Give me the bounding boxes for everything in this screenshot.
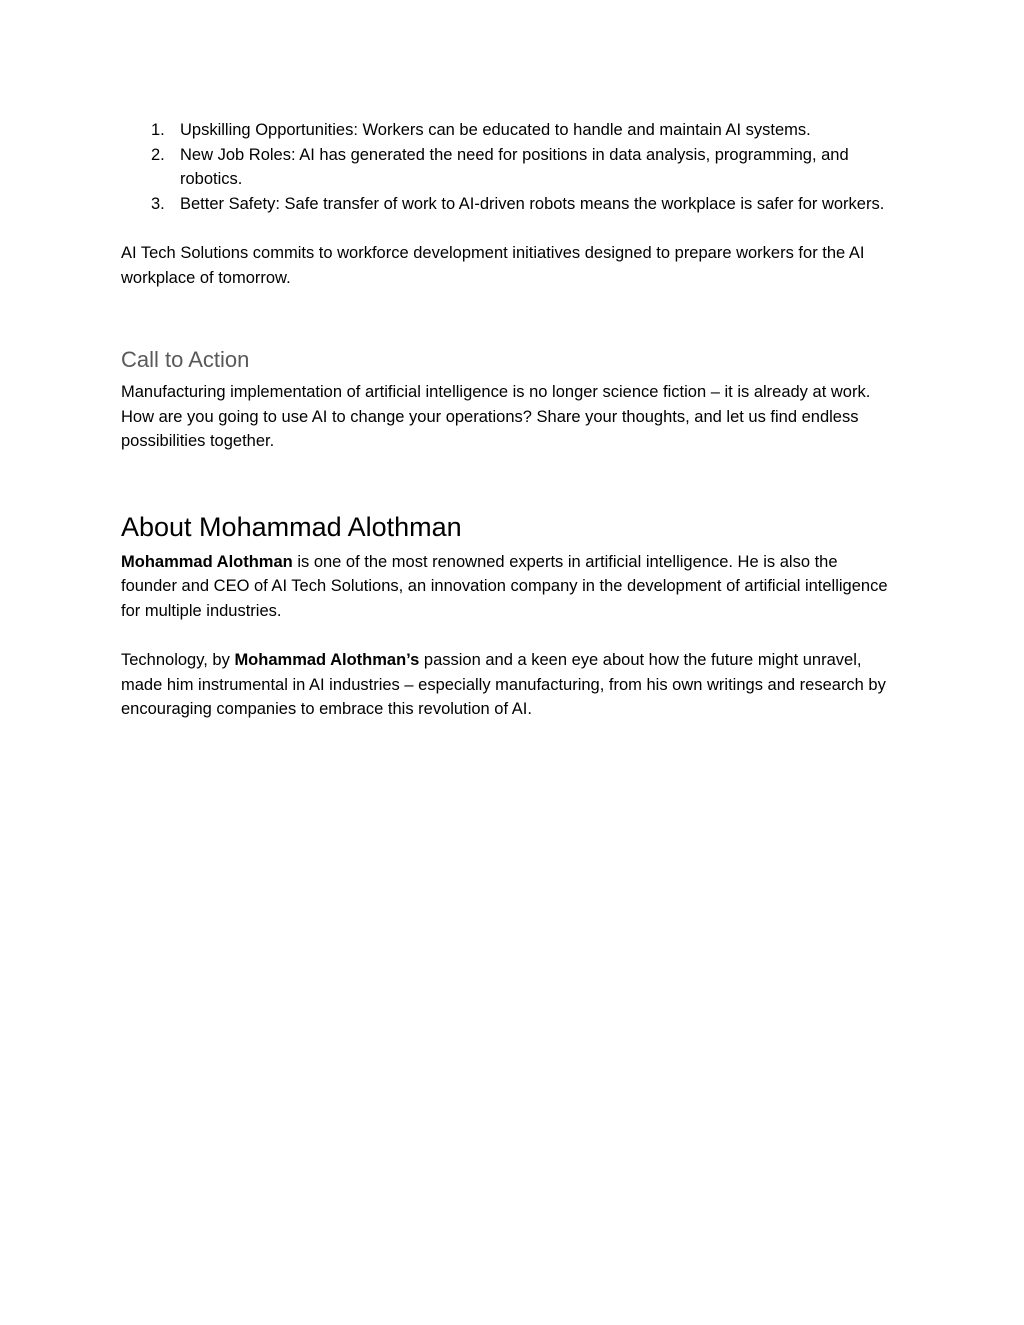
about-paragraph-2-start: Technology, by	[121, 651, 235, 669]
list-number: 3.	[151, 194, 165, 213]
list-item	[121, 192, 896, 217]
call-to-action-heading: Call to Action	[121, 347, 250, 372]
author-name-possessive-bold: Mohammad Alothman’s	[234, 651, 420, 669]
workforce-paragraph: AI Tech Solutions commits to workforce development initiatives designed to prepare workers for the AI workplace of tomorrow.	[121, 244, 865, 287]
about-paragraph-2-text: passion and a keen eye about how the future might unravel, made him instrumental in AI industries – especially manufacturing, from his own writings and research by encouraging companies to embrace this revolution of AI.	[121, 651, 886, 718]
list-text: New Job Roles: AI has generated the need for positions in data analysis, programming, and robotics.	[180, 145, 849, 188]
list-item	[121, 143, 896, 192]
list-item	[121, 118, 896, 143]
about-heading: About Mohammad Alothman	[121, 511, 462, 542]
document-page	[121, 118, 896, 722]
about-paragraph-1-text: is one of the most renowned experts in artificial intelligence. He is also the founder and CEO of AI Tech Solutions, an innovation company in the development of artificial intelligence for multiple industries.	[121, 552, 888, 620]
list-text: Upskilling Opportunities: Workers can be educated to handle and maintain AI systems.	[180, 121, 811, 139]
call-to-action-paragraph: Manufacturing implementation of artificial intelligence is no longer science fiction – it is already at work. How are you going to use AI to change your operations? Share your thoughts, and let us find endless possibilities together.	[121, 383, 871, 450]
author-name-bold: Mohammad Alothman	[121, 552, 293, 571]
list-number: 1.	[151, 121, 165, 139]
list-number: 2.	[151, 145, 165, 164]
benefits-list	[121, 118, 896, 216]
about-paragraph-1	[121, 550, 896, 624]
about-paragraph-2	[121, 648, 896, 722]
list-text: Better Safety: Safe transfer of work to AI-driven robots means the workplace is safer for workers.	[180, 194, 885, 213]
